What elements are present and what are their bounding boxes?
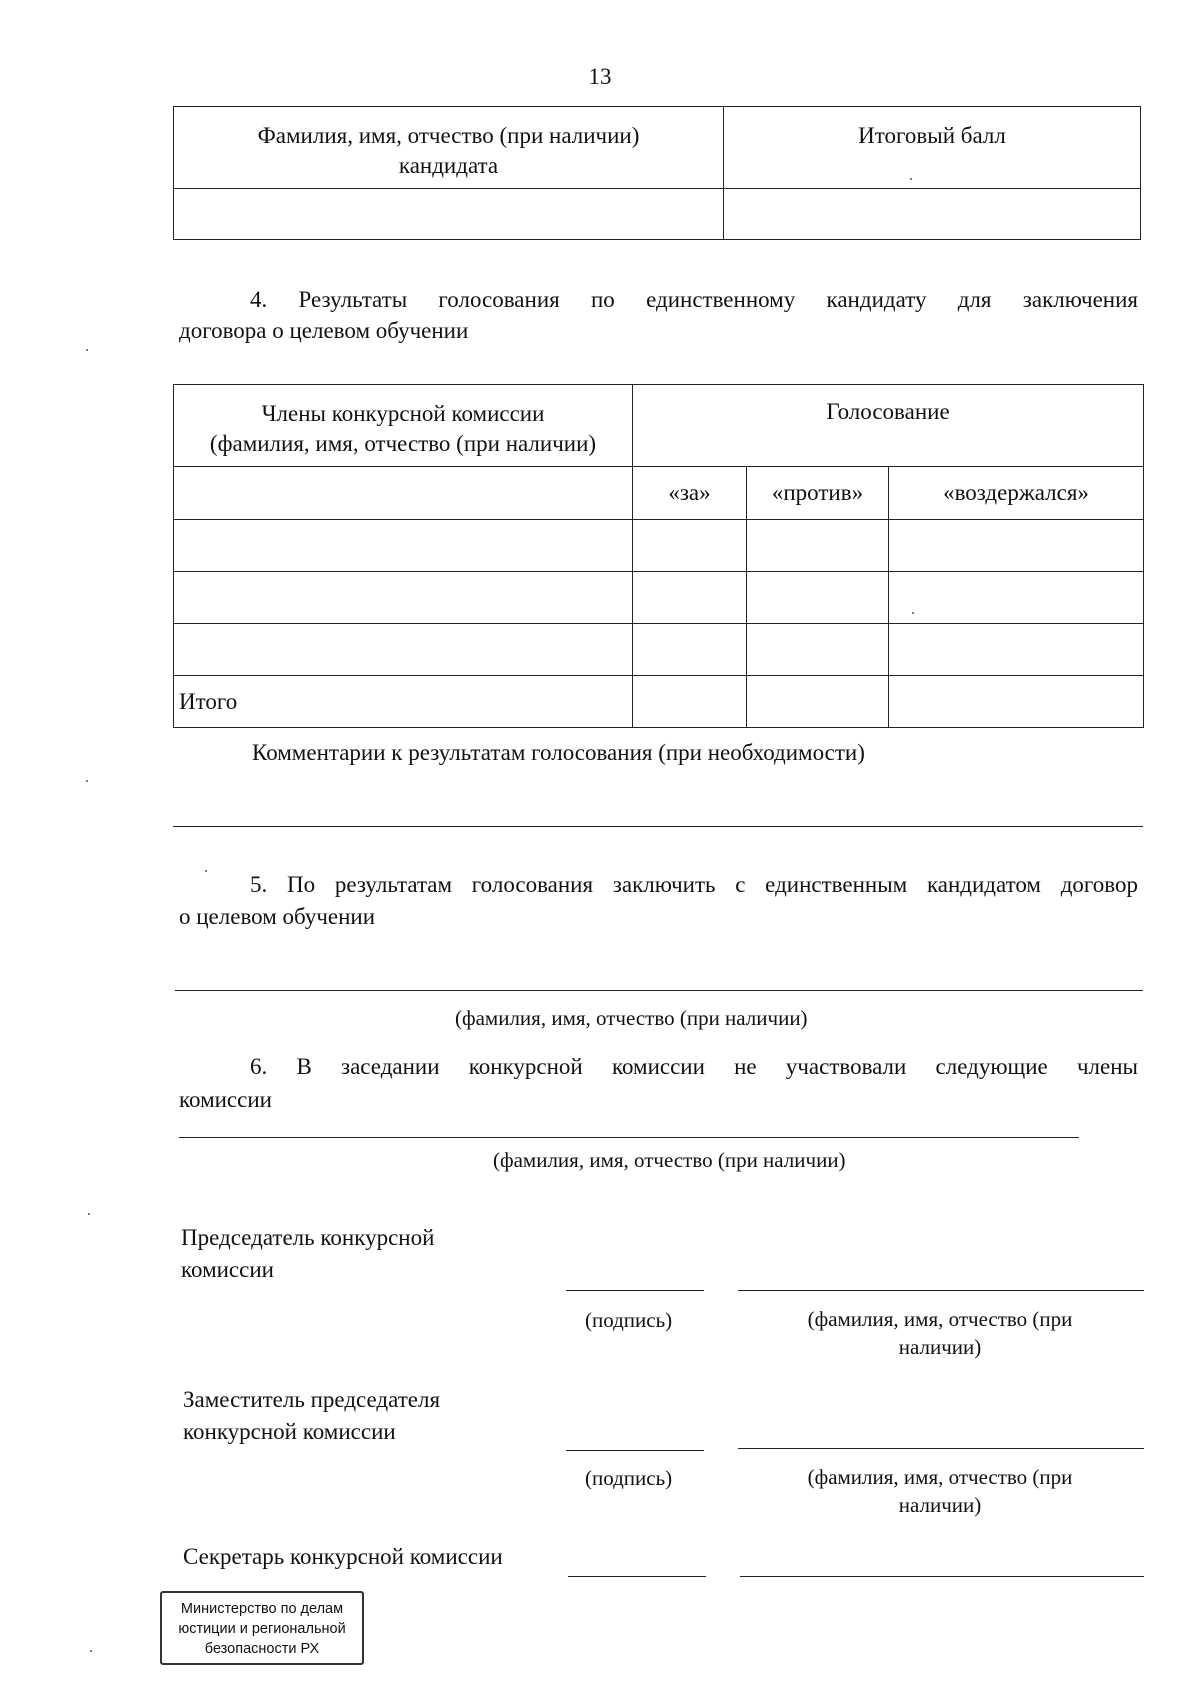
vote-abstain-cell — [889, 572, 1144, 624]
vote-against-total — [747, 676, 889, 728]
vote-for-cell — [633, 520, 747, 572]
deputy-name-caption-line1: (фамилия, имя, отчество (при — [807, 1465, 1073, 1489]
chair-name-caption — [760, 1305, 1120, 1361]
vote-abstain-total — [889, 676, 1144, 728]
chair-title-line1: Председатель конкурсной — [181, 1225, 435, 1250]
vote-against-cell — [747, 520, 889, 572]
chair-name-caption-line1: (фамилия, имя, отчество (при — [807, 1307, 1073, 1331]
secretary-name-line — [740, 1576, 1144, 1577]
table-row — [174, 624, 1144, 676]
secretary-title: Секретарь конкурсной комиссии — [183, 1544, 503, 1569]
section6-name-line — [179, 1137, 1079, 1138]
voting-header — [633, 385, 1144, 467]
voting-header-text: Голосование — [826, 399, 950, 424]
registration-stamp — [160, 1591, 364, 1665]
deputy-title-line2: конкурсной комиссии — [183, 1419, 396, 1444]
section4-line1: 4. Результаты голосования по единственному кандидату для заключения — [250, 287, 1138, 312]
vote-against-cell — [747, 572, 889, 624]
vote-for-cell — [633, 624, 747, 676]
chair-name-caption-line2: наличии) — [898, 1335, 982, 1359]
chair-signature-line — [566, 1290, 704, 1291]
table-row — [174, 676, 1144, 728]
page-number: 13 — [588, 64, 612, 89]
section5-line1: 5. По результатам голосования заключить с единственным кандидатом договор — [250, 872, 1138, 897]
scan-speck — [910, 178, 912, 180]
table-row — [174, 385, 1144, 467]
vote-for-total — [633, 676, 747, 728]
chair-title-line2: комиссии — [181, 1257, 274, 1282]
stamp-line3: безопасности РХ — [204, 1641, 320, 1657]
deputy-signature-caption: (подпись) — [585, 1466, 673, 1490]
table-row — [174, 572, 1144, 624]
section5-line2: о целевом обучении — [179, 904, 376, 929]
comments-label: Комментарии к результатам голосования (при необходимости) — [252, 740, 865, 765]
scan-speck — [88, 1213, 90, 1215]
total-label-cell — [174, 676, 633, 728]
members-cell — [174, 572, 633, 624]
chair-name-line — [738, 1290, 1144, 1291]
final-score-header-text: Итоговый балл — [858, 123, 1006, 148]
section6-line2: комиссии — [179, 1087, 272, 1112]
vote-against-cell — [747, 624, 889, 676]
members-cell — [174, 467, 633, 520]
total-label: Итого — [179, 688, 238, 714]
stamp-line1: Министерство по делам — [180, 1601, 344, 1617]
scan-speck — [205, 870, 207, 872]
scan-speck — [86, 780, 88, 782]
table-row — [174, 107, 1141, 189]
vote-abstain-header-text: «воздержался» — [943, 480, 1089, 505]
deputy-name-line — [738, 1448, 1144, 1449]
scan-speck — [90, 1650, 92, 1652]
candidate-name-cell — [174, 189, 724, 240]
scan-speck — [912, 612, 914, 614]
section6-line1: 6. В заседании конкурсной комиссии не участвовали следующие члены — [250, 1054, 1138, 1079]
stamp-line2: юстиции и региональной — [178, 1621, 346, 1637]
members-cell — [174, 624, 633, 676]
vote-against-header-text: «против» — [771, 480, 864, 505]
vote-abstain-header — [889, 467, 1144, 520]
final-score-cell — [724, 189, 1141, 240]
final-score-header — [724, 107, 1141, 189]
vote-for-cell — [633, 572, 747, 624]
members-header — [174, 385, 633, 467]
section5-name-line — [175, 990, 1143, 991]
section4-line2: договора о целевом обучении — [179, 318, 469, 343]
vote-abstain-cell — [889, 624, 1144, 676]
section5-caption: (фамилия, имя, отчество (при наличии) — [455, 1006, 808, 1030]
voting-table — [173, 384, 1144, 728]
comments-line — [173, 826, 1143, 827]
deputy-title-line1: Заместитель председателя — [183, 1387, 441, 1412]
scan-speck — [86, 349, 88, 351]
table-row — [174, 189, 1141, 240]
deputy-signature-line — [566, 1450, 704, 1451]
members-header-line2: (фамилия, имя, отчество (при наличии) — [209, 431, 597, 456]
candidate-name-header — [174, 107, 724, 189]
vote-for-header — [633, 467, 747, 520]
deputy-name-caption-line2: наличии) — [898, 1493, 982, 1517]
deputy-name-caption — [760, 1463, 1120, 1519]
secretary-signature-line — [568, 1576, 706, 1577]
members-cell — [174, 520, 633, 572]
table-row — [174, 520, 1144, 572]
chair-signature-caption: (подпись) — [585, 1308, 673, 1332]
candidate-score-table — [173, 106, 1141, 240]
vote-abstain-cell — [889, 520, 1144, 572]
members-header-line1: Члены конкурсной комиссии — [261, 401, 545, 426]
candidate-name-header-text: Фамилия, имя, отчество (при наличии) кандидата — [257, 123, 640, 178]
section6-caption: (фамилия, имя, отчество (при наличии) — [493, 1148, 846, 1172]
vote-against-header — [747, 467, 889, 520]
table-row — [174, 467, 1144, 520]
vote-for-header-text: «за» — [668, 480, 711, 505]
